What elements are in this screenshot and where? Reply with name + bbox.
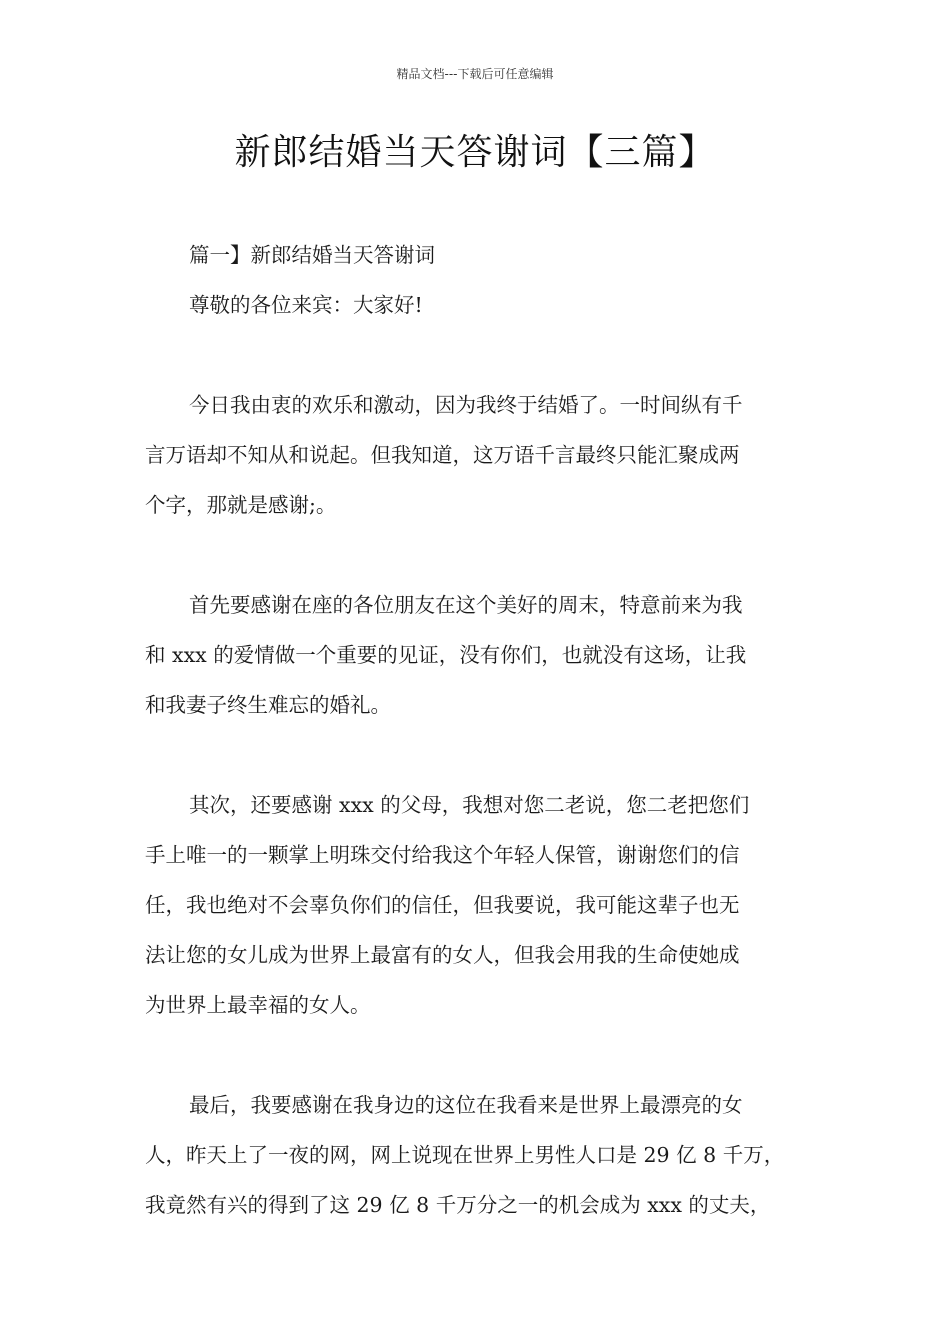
paragraph-gap	[145, 1030, 810, 1080]
paragraph-line: 人，昨天上了一夜的网，网上说现在世界上男性人口是 29 亿 8 千万，	[145, 1143, 785, 1167]
paragraph-line: 和 xxx 的爱情做一个重要的见证，没有你们，也就没有这场，让我	[145, 643, 747, 667]
paragraph-gap	[145, 530, 810, 580]
document-title: 新郎结婚当天答谢词【三篇】	[234, 132, 716, 173]
paragraph-line: 任，我也绝对不会辜负你们的信任，但我要说，我可能这辈子也无	[145, 893, 740, 917]
section-heading: 篇一】新郎结婚当天答谢词	[189, 243, 435, 267]
paragraph-2	[145, 580, 810, 730]
header-note: 精品文档---下载后可任意编辑	[396, 67, 554, 81]
paragraph-line: 个字，那就是感谢;。	[145, 493, 337, 517]
paragraph-gap	[145, 730, 810, 780]
paragraph-line: 最后，我要感谢在我身边的这位在我看来是世界上最漂亮的女	[189, 1093, 743, 1117]
paragraph-line: 手上唯一的一颗掌上明珠交付给我这个年轻人保管，谢谢您们的信	[145, 843, 740, 867]
paragraph-line: 今日我由衷的欢乐和激动，因为我终于结婚了。一时间纵有千	[189, 393, 743, 417]
paragraph-3	[145, 780, 810, 1030]
paragraph-1	[145, 380, 810, 530]
paragraph-line: 我竟然有兴的得到了这 29 亿 8 千万分之一的机会成为 xxx 的丈夫，	[145, 1193, 771, 1217]
paragraph-4	[145, 1080, 810, 1230]
paragraph-gap	[145, 330, 810, 380]
paragraph-line: 言万语却不知从和说起。但我知道，这万语千言最终只能汇聚成两	[145, 443, 740, 467]
paragraph-line: 为世界上最幸福的女人。	[145, 993, 371, 1017]
paragraph-line: 和我妻子终生难忘的婚礼。	[145, 693, 391, 717]
greeting: 尊敬的各位来宾：大家好!	[189, 293, 423, 317]
paragraph-line: 其次，还要感谢 xxx 的父母，我想对您二老说，您二老把您们	[189, 793, 750, 817]
document-body	[145, 230, 810, 1230]
paragraph-line: 法让您的女儿成为世界上最富有的女人，但我会用我的生命使她成	[145, 943, 740, 967]
paragraph-line: 首先要感谢在座的各位朋友在这个美好的周末，特意前来为我	[189, 593, 743, 617]
